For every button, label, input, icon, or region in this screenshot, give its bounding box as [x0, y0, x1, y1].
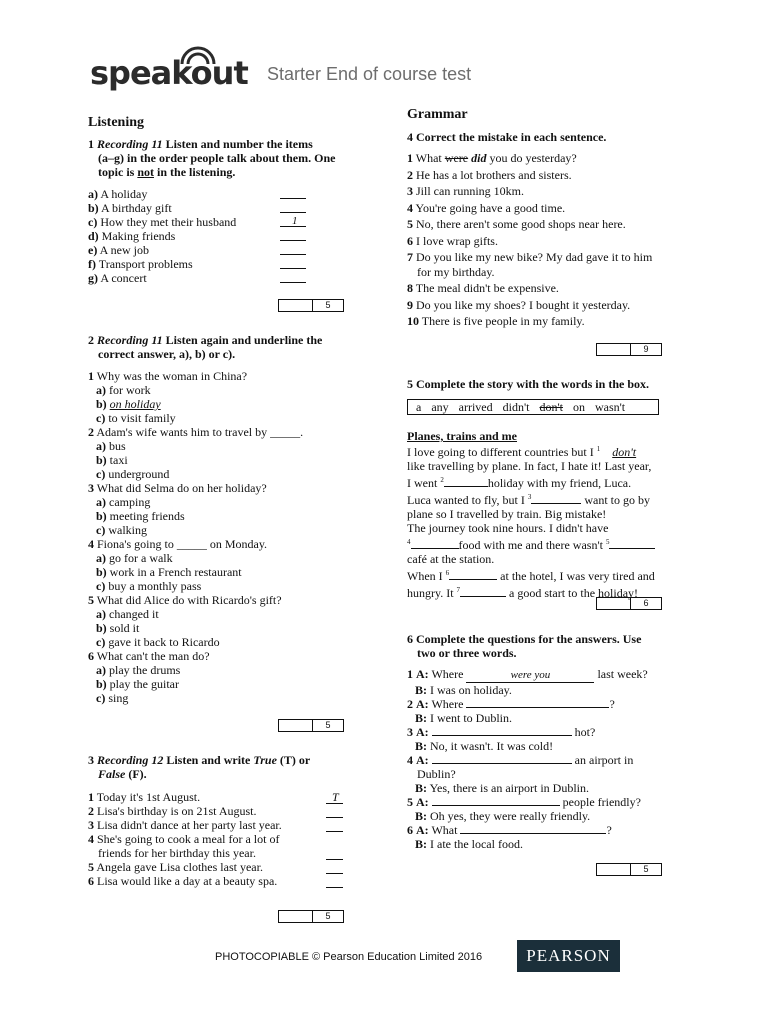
- q1-item: g) A concert: [88, 271, 147, 285]
- word: on: [572, 400, 585, 414]
- q1-item: f) Transport problems: [88, 257, 193, 271]
- pearson-logo: PEARSON: [517, 940, 620, 972]
- q2-option[interactable]: c) buy a monthly pass: [96, 579, 202, 593]
- q4-sentence: 4 You're going have a good time.: [407, 200, 566, 215]
- q4-sentence: 9 Do you like my shoes? I bought it yesterday.: [407, 297, 631, 312]
- q2-option[interactable]: a) go for a walk: [96, 551, 173, 565]
- q2-option[interactable]: a) changed it: [96, 607, 159, 621]
- answer-blank[interactable]: [326, 859, 343, 860]
- answer-blank[interactable]: [326, 803, 343, 804]
- q2-option[interactable]: b) work in a French restaurant: [96, 565, 242, 579]
- q2-option[interactable]: c) sing: [96, 691, 129, 705]
- story-blank-2[interactable]: [444, 486, 488, 487]
- answer-c: 1: [292, 215, 298, 227]
- q4-sentence: 7 Do you like my new bike? My dad gave it to him: [407, 250, 653, 264]
- answer-blank[interactable]: [280, 198, 306, 199]
- q6-answer-blank[interactable]: [460, 833, 606, 834]
- q2-question: 5 What did Alice do with Ricardo's gift?: [88, 593, 282, 607]
- q3-instructions: 3 Recording 12 Listen and write True (T) or False (F).: [88, 753, 311, 781]
- q2-option[interactable]: b) sold it: [96, 621, 140, 635]
- q6-question: 4 A: an airport in: [407, 753, 634, 767]
- word: any: [431, 400, 449, 414]
- word: didn't: [502, 400, 530, 414]
- word-used: don't: [539, 400, 563, 414]
- q2-option[interactable]: c) to visit family: [96, 411, 176, 425]
- q3-item: 4 She's going to cook a meal for a lot of: [88, 832, 280, 846]
- q4-sentence: 1 What were did you do yesterday?: [407, 151, 577, 165]
- q6-answer-blank[interactable]: [432, 735, 572, 736]
- q1-item: d) Making friends: [88, 229, 176, 243]
- q6-instructions: 6 Complete the questions for the answers. Use two or three words.: [407, 632, 642, 660]
- copyright-footer: PHOTOCOPIABLE © Pearson Education Limited 2016: [215, 951, 483, 963]
- answer-blank[interactable]: [280, 282, 306, 283]
- q2-question: 2 Adam's wife wants him to travel by _____.: [88, 425, 304, 439]
- word: arrived: [458, 400, 493, 414]
- q2-question: 6 What can't the man do?: [88, 649, 210, 663]
- q6-question-cont: Dublin?: [417, 767, 456, 781]
- answer-blank[interactable]: [326, 817, 343, 818]
- q6-answer: B: I went to Dublin.: [415, 711, 512, 725]
- q3-item: 6 Lisa would like a day at a beauty spa.: [88, 874, 278, 888]
- q6-question: 3 A: hot?: [407, 725, 596, 739]
- q6-answer: B: I was on holiday.: [415, 683, 512, 697]
- q2-questions: [88, 369, 348, 705]
- score-box: 5: [278, 299, 344, 312]
- q1-item: e) A new job: [88, 243, 149, 257]
- test-subtitle: Starter End of course test: [267, 64, 472, 84]
- answer-blank[interactable]: [280, 212, 306, 213]
- answer-blank[interactable]: [280, 268, 306, 269]
- q2-option[interactable]: c) walking: [96, 523, 147, 537]
- q4-sentence: 10 There is five people in my family.: [407, 314, 585, 328]
- q2-option[interactable]: c) underground: [96, 467, 170, 481]
- answer-blank[interactable]: [280, 254, 306, 255]
- score-box: 5: [278, 719, 344, 732]
- q2-instructions: 2 Recording 11 Listen again and underline the correct answer, a), b) or c).: [88, 333, 323, 361]
- q3-answer-1: T: [332, 790, 339, 804]
- q3-items: [88, 790, 328, 888]
- q6-question: 5 A: people friendly?: [407, 795, 641, 809]
- q6-answer: B: Oh yes, they were really friendly.: [415, 809, 591, 823]
- q6-pairs: [407, 667, 687, 851]
- score-box: 5: [278, 910, 344, 923]
- q6-answer: B: Yes, there is an airport in Dublin.: [415, 781, 589, 795]
- q3-item-cont: friends for her birthday this year.: [98, 846, 256, 860]
- word: a: [416, 400, 422, 414]
- q2-question: 4 Fiona's going to _____ on Monday.: [88, 537, 268, 551]
- q6-question: 1 A: Where were you last week?: [407, 667, 648, 681]
- q2-question: 3 What did Selma do on her holiday?: [88, 481, 267, 495]
- score-box: 9: [596, 343, 662, 356]
- q2-option[interactable]: b) meeting friends: [96, 509, 185, 523]
- q2-option[interactable]: c) gave it back to Ricardo: [96, 635, 220, 649]
- answer-blank[interactable]: [326, 873, 343, 874]
- answer-blank[interactable]: [326, 831, 343, 832]
- q4-sentence: 2 He has a lot brothers and sisters.: [407, 167, 572, 182]
- q6-answer-blank[interactable]: [432, 805, 560, 806]
- logo-speak: speak: [90, 54, 191, 92]
- story-blank-7[interactable]: [460, 596, 506, 597]
- story-title: Planes, trains and me: [407, 429, 518, 443]
- story-answer-1: don't: [612, 445, 637, 459]
- q6-answer: B: I ate the local food.: [415, 837, 523, 851]
- q3-item: 3 Lisa didn't dance at her party last year.: [88, 818, 282, 832]
- q3-item: 2 Lisa's birthday is on 21st August.: [88, 804, 257, 818]
- q6-answer-blank[interactable]: [466, 707, 609, 708]
- speakout-logo: [90, 44, 265, 94]
- q6-answer: B: No, it wasn't. It was cold!: [415, 739, 554, 753]
- grammar-heading: Grammar: [407, 107, 468, 122]
- q4-sentence: 3 Jill can running 10km.: [407, 184, 524, 198]
- story-blank-3[interactable]: [531, 503, 581, 504]
- q4-sentence: 8 The meal didn't be expensive.: [407, 281, 559, 295]
- q4-sentence-cont: for my birthday.: [417, 264, 495, 279]
- q4-instructions: 4 Correct the mistake in each sentence.: [407, 130, 607, 144]
- q4-sentences: [407, 150, 687, 330]
- word: wasn't: [594, 400, 626, 414]
- q1-items: [88, 187, 236, 285]
- q2-option[interactable]: a) for work: [96, 383, 151, 397]
- listening-heading: Listening: [88, 115, 145, 130]
- answer-blank[interactable]: [280, 240, 306, 241]
- q1-item: b) A birthday gift: [88, 201, 172, 215]
- q3-item: 1 Today it's 1st August.: [88, 790, 201, 804]
- q2-option[interactable]: b) taxi: [96, 453, 128, 467]
- q5-instructions: 5 Complete the story with the words in the box.: [407, 377, 649, 391]
- q1-item: a) A holiday: [88, 187, 148, 201]
- q2-option[interactable]: b) on holiday: [96, 397, 161, 411]
- q2-option[interactable]: a) bus: [96, 439, 126, 453]
- q2-option[interactable]: a) play the drums: [96, 663, 181, 677]
- q1-instructions: 1 Recording 11 Listen and number the items (a–g) in the order people talk about them. One topic is not in the listening.: [88, 137, 336, 179]
- score-box: 6: [596, 597, 662, 610]
- q6-question: 6 A: What ?: [407, 823, 612, 837]
- answer-blank[interactable]: [326, 887, 343, 888]
- word-box: [407, 399, 659, 415]
- q6-question: 2 A: Where ?: [407, 697, 615, 711]
- logo-out: out: [190, 54, 248, 92]
- q6-answer-blank[interactable]: were you: [466, 668, 594, 683]
- story-blank-5[interactable]: [609, 548, 655, 549]
- story-blank-4[interactable]: [411, 548, 459, 549]
- q3-item: 5 Angela gave Lisa clothes last year.: [88, 860, 263, 874]
- q2-option[interactable]: a) camping: [96, 495, 151, 509]
- story-text: I love going to different countries but I $^1$ don't like travelling by plane. In fact, I hate it! Last year, I went $^2$ holiday with my friend, Luca. Luca wanted to fly, but I $^3$ want to go by plane so I travelled by train. Big mistake! The journey took nine hours. I didn't have $^4$ food with me and there wasn't $^5$ café at the station. When I $^6$ at the hotel, I was very tired and hungry. It $^7$ a good start to the holiday!: [407, 445, 655, 600]
- q6-answer-blank[interactable]: [432, 763, 572, 764]
- q1-item: c) How they met their husband: [88, 215, 237, 229]
- q2-question: 1 Why was the woman in China?: [88, 369, 248, 383]
- q4-sentence: 5 No, there aren't some good shops near here.: [407, 217, 626, 231]
- score-box: 5: [596, 863, 662, 876]
- story-blank-6[interactable]: [449, 579, 497, 580]
- q4-sentence: 6 I love wrap gifts.: [407, 233, 498, 248]
- q2-option[interactable]: b) play the guitar: [96, 677, 179, 691]
